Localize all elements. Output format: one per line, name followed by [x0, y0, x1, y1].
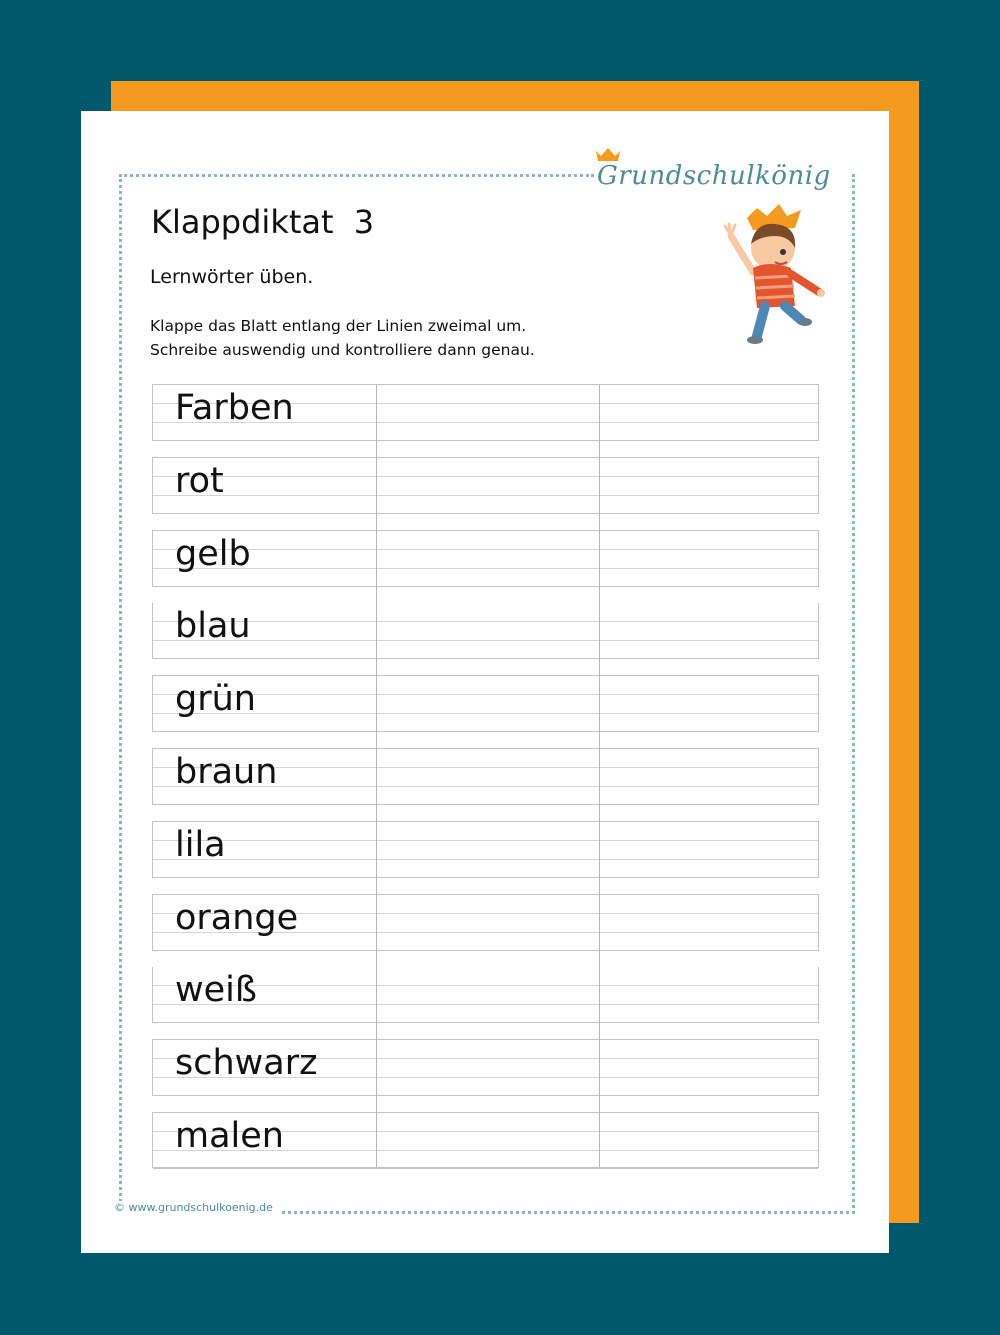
word-row — [153, 894, 818, 951]
column-divider — [599, 385, 600, 1167]
word-label: lila — [175, 824, 226, 865]
word-row — [153, 457, 818, 514]
word-label: braun — [175, 752, 278, 792]
word-row — [153, 1112, 818, 1169]
row-gap — [152, 587, 819, 603]
word-label: schwarz — [175, 1043, 318, 1084]
row-gap — [152, 732, 819, 748]
word-label: malen — [175, 1116, 284, 1156]
dictation-table — [152, 384, 819, 1168]
word-label: rot — [175, 460, 224, 501]
worksheet-title: Klappdiktat 3 — [151, 203, 375, 241]
crown-icon — [595, 147, 621, 163]
footer-copyright: © www.grundschulkoenig.de — [114, 1201, 279, 1214]
word-row — [153, 1039, 818, 1096]
row-gap — [152, 878, 819, 894]
word-row — [153, 821, 818, 878]
word-row — [153, 675, 818, 732]
word-label: weiß — [175, 970, 257, 1011]
row-gap — [152, 441, 819, 457]
worksheet-instructions — [150, 314, 535, 362]
word-row — [153, 602, 818, 659]
word-label: orange — [175, 897, 299, 938]
brand-logo — [597, 151, 831, 191]
row-gap — [152, 514, 819, 530]
worksheet-subtitle: Lernwörter üben. — [150, 266, 314, 288]
word-row — [153, 966, 818, 1023]
brand-name: Grundschulkönig — [597, 161, 831, 191]
column-divider — [376, 385, 377, 1167]
word-label: grün — [175, 679, 256, 720]
word-label: gelb — [175, 533, 251, 574]
row-gap — [152, 951, 819, 967]
row-gap — [152, 805, 819, 821]
instruction-line: Schreibe auswendig und kontrolliere dann genau. — [150, 341, 535, 359]
row-gap — [152, 1096, 819, 1112]
word-row — [153, 384, 818, 441]
dotted-frame-top — [119, 174, 594, 177]
word-row — [153, 748, 818, 805]
word-label: blau — [175, 606, 251, 647]
row-gap — [152, 659, 819, 675]
word-row — [153, 530, 818, 587]
kid-illustration — [709, 196, 829, 351]
row-gap — [152, 1023, 819, 1039]
word-label: Farben — [175, 388, 294, 428]
instruction-line: Klappe das Blatt entlang der Linien zweimal um. — [150, 317, 527, 335]
worksheet-page — [81, 111, 889, 1253]
